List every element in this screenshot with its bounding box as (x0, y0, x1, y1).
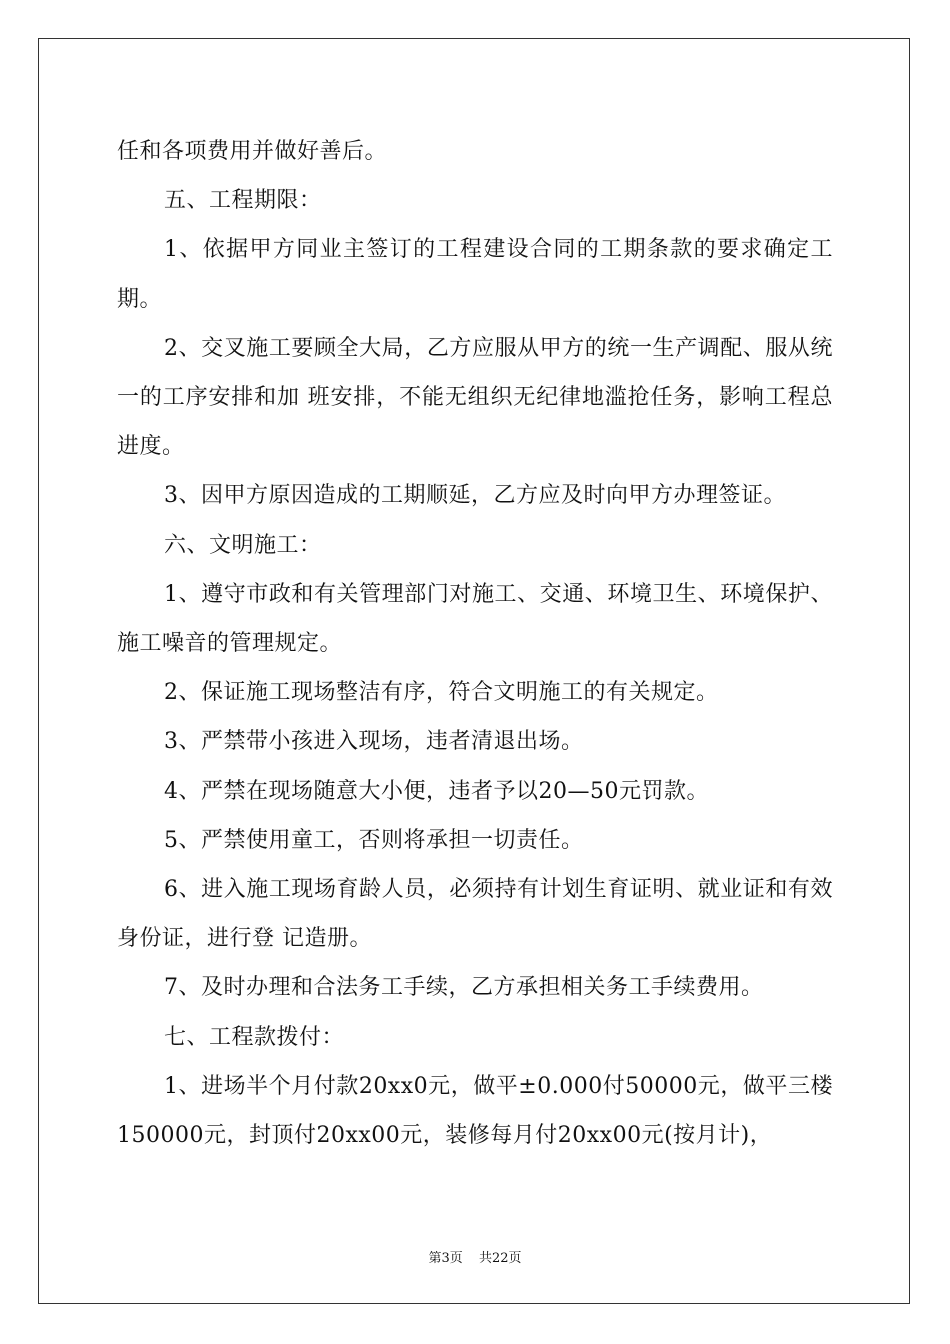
paragraph: 1、进场半个月付款20xx0元，做平±0.000付50000元，做平三楼150000元，封顶付20xx00元，装修每月付20xx00元(按月计)， (117, 1073, 833, 1149)
paragraph: 任和各项费用并做好善后。 (117, 139, 388, 164)
paragraph: 5、严禁使用童工，否则将承担一切责任。 (164, 827, 584, 853)
page-number: 第3页 (428, 1251, 463, 1266)
section-heading-payment: 七、工程款拨付： (164, 1024, 345, 1050)
paragraph: 3、严禁带小孩进入现场，违者清退出场。 (164, 729, 584, 755)
paragraph: 1、遵守市政和有关管理部门对施工、交通、环境卫生、环境保护、施工噪音的管理规定。 (117, 581, 833, 657)
page-total: 共22页 (478, 1251, 522, 1266)
page-footer (0, 1247, 950, 1266)
paragraph: 2、保证施工现场整洁有序，符合文明施工的有关规定。 (164, 680, 719, 706)
document-body (117, 127, 833, 1160)
section-heading-schedule: 五、工程期限： (164, 188, 322, 214)
section-heading-civilized-construction: 六、文明施工： (164, 532, 322, 558)
paragraph: 1、依据甲方同业主签订的工程建设合同的工期条款的要求确定工期。 (117, 237, 833, 312)
paragraph: 4、严禁在现场随意大小便，违者予以20—50元罚款。 (164, 778, 709, 804)
paragraph: 2、交叉施工要顾全大局，乙方应服从甲方的统一生产调配、服从统一的工序安排和加 班安排，不能无组织无纪律地滥抢任务，影响工程总进度。 (117, 335, 833, 460)
paragraph: 6、进入施工现场育龄人员，必须持有计划生育证明、就业证和有效身份证，进行登 记造册。 (117, 877, 833, 952)
paragraph: 3、因甲方原因造成的工期顺延，乙方应及时向甲方办理签证。 (164, 483, 786, 509)
paragraph: 7、及时办理和合法务工手续，乙方承担相关务工手续费用。 (164, 975, 764, 1001)
